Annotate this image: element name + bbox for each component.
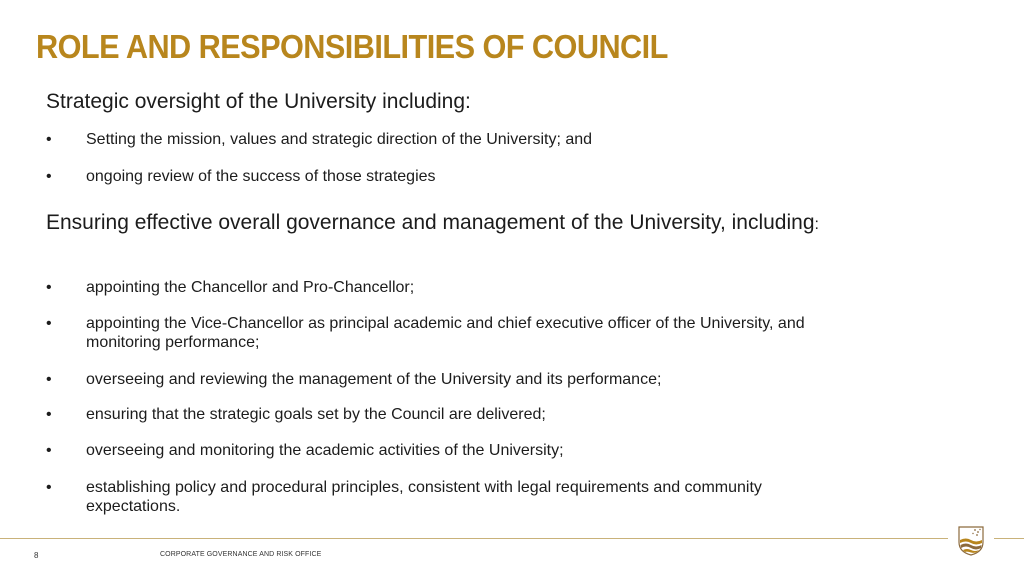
list-item (46, 314, 806, 352)
section-heading-colon: : (814, 216, 819, 233)
list-item-text: ongoing review of the success of those strategies (86, 168, 436, 185)
list-item (46, 478, 806, 516)
list-item-text: overseeing and reviewing the management of the University and its performance; (86, 371, 662, 388)
list-item-text: appointing the Vice-Chancellor as principal academic and chief executive officer of the University, and monitoring performance; (86, 315, 805, 351)
list-item (46, 370, 806, 389)
list-item (46, 130, 806, 149)
slide-title: ROLE AND RESPONSIBILITIES OF COUNCIL (36, 28, 668, 65)
bullet-icon: • (46, 315, 52, 332)
bullet-icon: • (46, 279, 52, 296)
list-item-text: appointing the Chancellor and Pro-Chancellor; (86, 279, 415, 296)
list-item (46, 405, 806, 424)
section-heading-governance-text: Ensuring effective overall governance and management of the University, including (46, 211, 815, 234)
footer-office-name: CORPORATE GOVERNANCE AND RISK OFFICE (160, 551, 322, 558)
footer-divider-right (994, 538, 1024, 539)
bullet-icon: • (46, 479, 52, 496)
list-item-text: Setting the mission, values and strategic direction of the University; and (86, 131, 593, 148)
bullet-icon: • (46, 406, 52, 423)
bullet-icon: • (46, 371, 52, 388)
list-item (46, 278, 806, 297)
list-item (46, 167, 806, 186)
footer-divider (0, 538, 948, 539)
page-number: 8 (34, 551, 39, 560)
list-item-text: ensuring that the strategic goals set by the Council are delivered; (86, 406, 546, 423)
list-item-text: overseeing and monitoring the academic activities of the University; (86, 442, 564, 459)
section-heading-governance (46, 210, 836, 237)
university-crest-icon (956, 522, 986, 556)
bullet-icon: • (46, 131, 52, 148)
list-item-text: establishing policy and procedural principles, consistent with legal requirements and community expectations. (86, 479, 762, 515)
list-item (46, 441, 806, 460)
bullet-icon: • (46, 168, 52, 185)
section-heading-strategic-oversight: Strategic oversight of the University including: (46, 90, 471, 113)
bullet-icon: • (46, 442, 52, 459)
